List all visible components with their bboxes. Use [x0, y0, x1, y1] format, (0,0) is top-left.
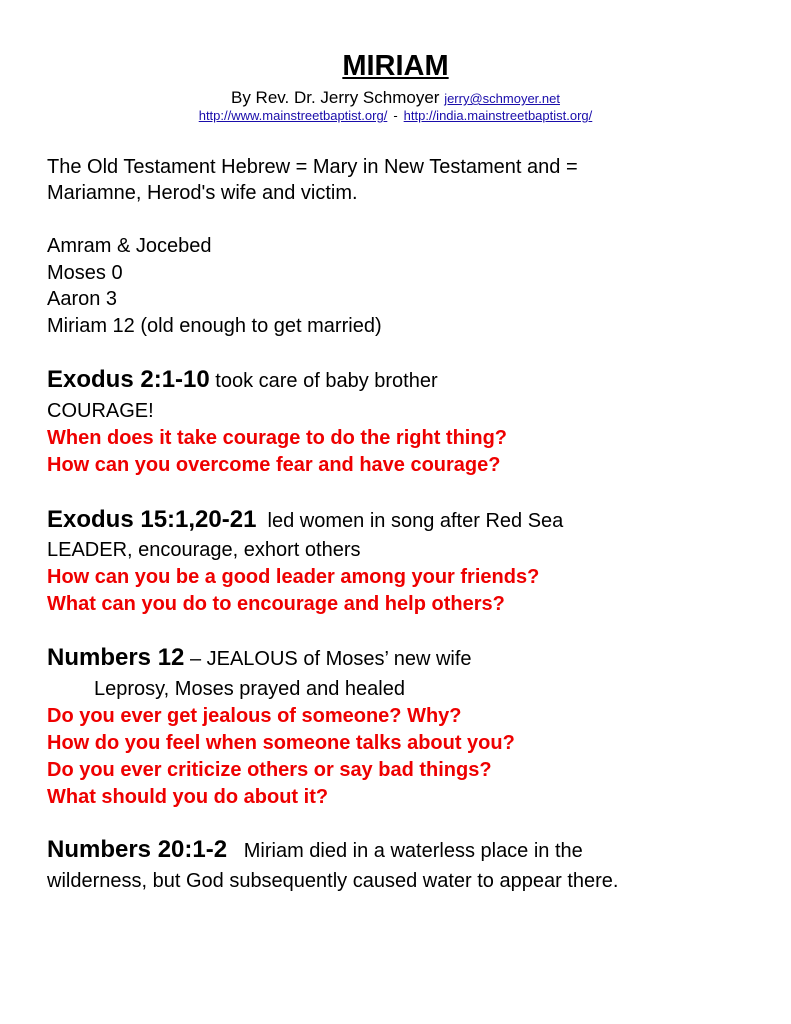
section-heading	[47, 507, 563, 534]
section-description: Miriam died in a waterless place in the	[227, 840, 583, 862]
section-description: led women in song after Red Sea	[256, 510, 564, 532]
website-links	[0, 108, 791, 123]
section-description: – JEALOUS of Moses’ new wife	[184, 648, 472, 670]
family-item: Miriam 12 (old enough to get married)	[47, 315, 382, 337]
section-note: COURAGE!	[47, 400, 154, 422]
scripture-reference: Exodus 15:1,20-21	[47, 506, 257, 533]
section-note: wilderness, but God subsequently caused water to appear there.	[47, 870, 619, 892]
scripture-reference: Numbers 20:1-2	[47, 836, 228, 863]
byline	[0, 88, 791, 108]
discussion-question: What should you do about it?	[47, 786, 329, 808]
page-title: MIRIAM	[342, 50, 449, 82]
discussion-question: When does it take courage to do the right thing?	[47, 427, 507, 449]
section-heading	[47, 837, 583, 864]
section-heading	[47, 645, 472, 672]
scripture-reference: Exodus 2:1-10	[47, 366, 210, 393]
family-item: Aaron 3	[47, 288, 118, 310]
discussion-question: Do you ever criticize others or say bad things?	[47, 759, 492, 781]
discussion-question: What can you do to encourage and help others?	[47, 593, 505, 615]
discussion-question: How can you be a good leader among your friends?	[47, 566, 540, 588]
scripture-reference: Numbers 12	[47, 644, 185, 671]
section-description: took care of baby brother	[209, 370, 438, 392]
section-heading	[47, 367, 438, 394]
discussion-question: How do you feel when someone talks about you?	[47, 732, 515, 754]
family-item: Moses 0	[47, 262, 123, 284]
link-separator: -	[393, 108, 398, 123]
intro-line-1: The Old Testament Hebrew = Mary in New Testament and =	[47, 156, 578, 178]
family-item: Amram & Jocebed	[47, 235, 212, 257]
discussion-question: How can you overcome fear and have courage?	[47, 454, 501, 476]
section-note: LEADER, encourage, exhort others	[47, 539, 361, 561]
section-note: Leprosy, Moses prayed and healed	[94, 678, 405, 700]
intro-line-2: Mariamne, Herod's wife and victim.	[47, 182, 358, 204]
discussion-question: Do you ever get jealous of someone? Why?	[47, 705, 462, 727]
email-link[interactable]: jerry@schmoyer.net	[444, 91, 560, 106]
india-link[interactable]: http://india.mainstreetbaptist.org/	[403, 108, 593, 123]
author-name: By Rev. Dr. Jerry Schmoyer	[231, 88, 440, 107]
mainstreet-link[interactable]: http://www.mainstreetbaptist.org/	[198, 108, 388, 123]
